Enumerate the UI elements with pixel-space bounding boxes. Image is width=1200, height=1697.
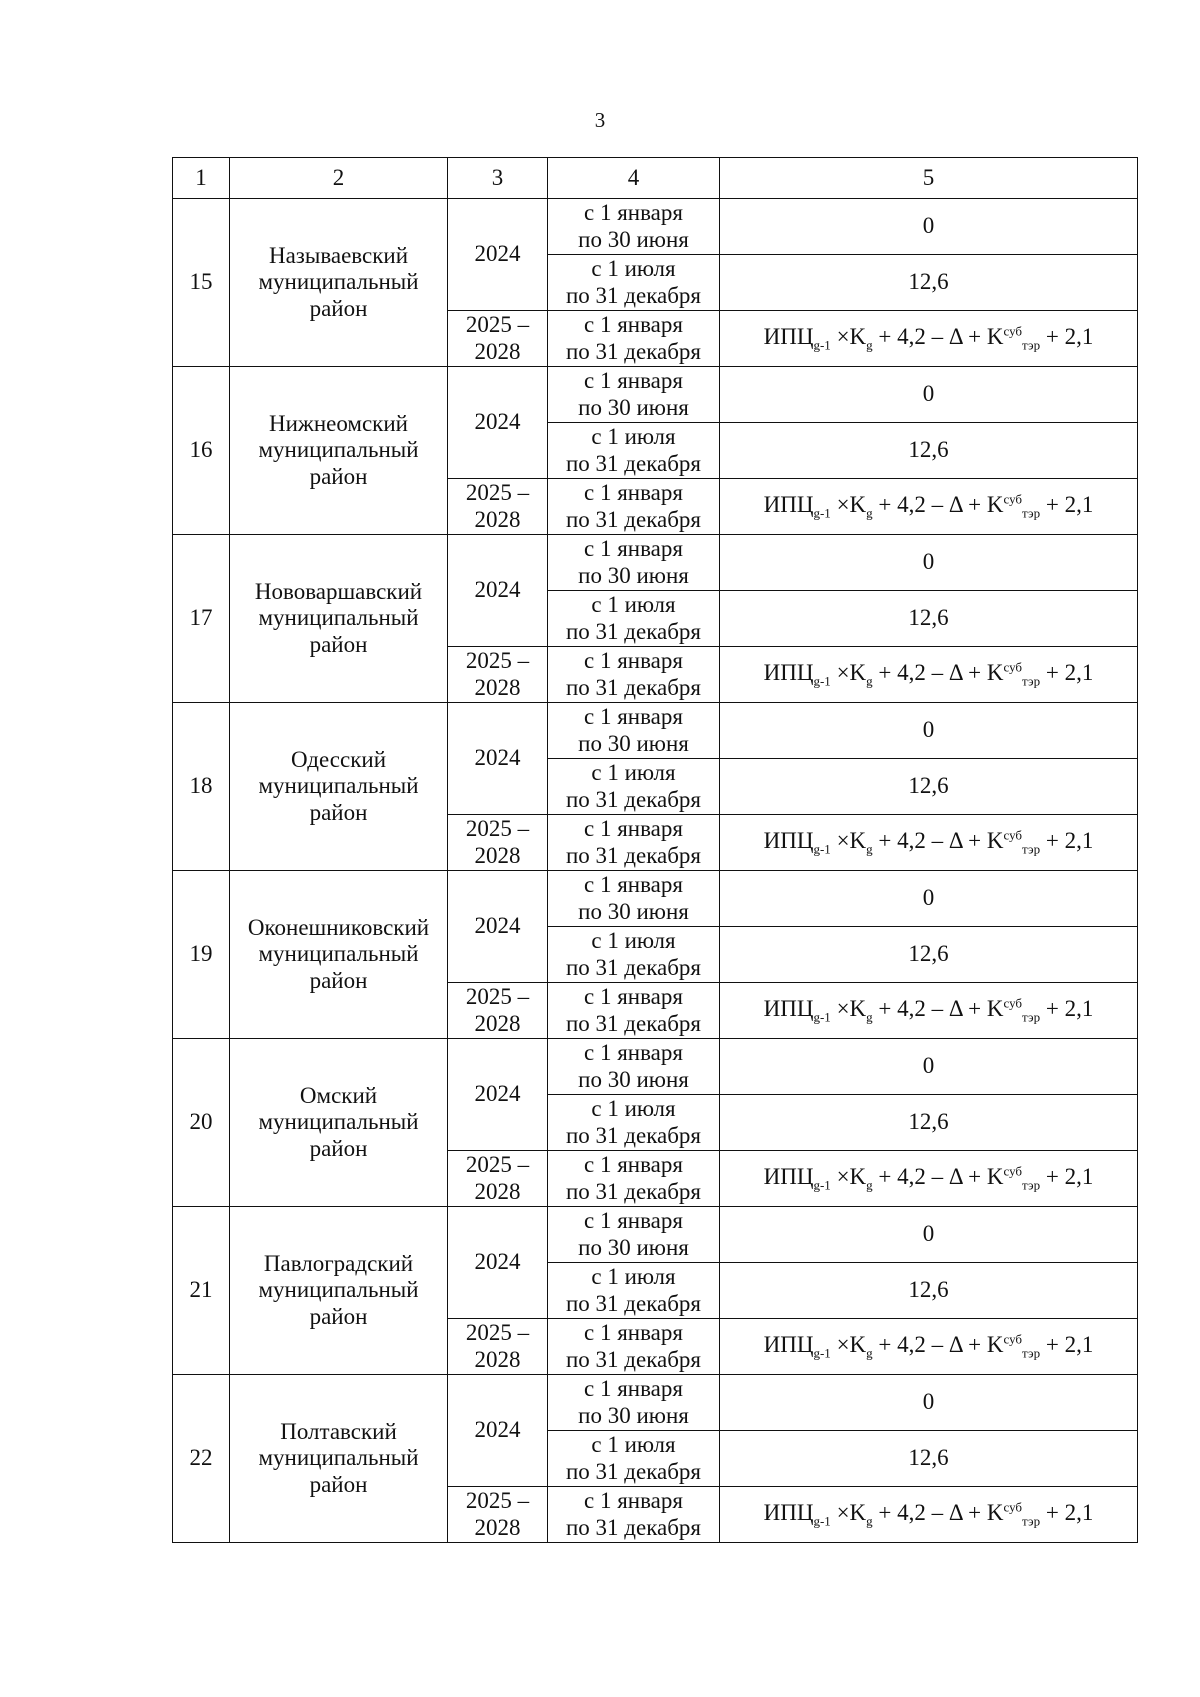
- header-row: [173, 158, 1138, 199]
- formula-part: ×K: [830, 827, 867, 853]
- tariff-table: [172, 157, 1138, 1543]
- formula: [763, 1331, 1094, 1361]
- district-name-line: район: [309, 295, 368, 321]
- header-col-4: 4: [548, 158, 720, 199]
- formula-part: ИПЦ: [763, 659, 814, 685]
- period-end: по 31 декабря: [565, 1514, 702, 1540]
- header-col-3: 3: [448, 158, 548, 199]
- period-start: с 1 июля: [591, 1096, 676, 1122]
- formula-part: + 4,2 – Δ + K: [872, 1331, 1004, 1357]
- period-start: с 1 января: [584, 1152, 683, 1178]
- formula-part: g-1: [813, 673, 831, 689]
- formula: [763, 323, 1094, 353]
- district-name-line: район: [309, 1303, 368, 1329]
- year-range-line: 2025 –: [465, 1488, 530, 1514]
- rate-value: 12,6: [720, 423, 1138, 479]
- year-range-line: 2025 –: [465, 1152, 530, 1178]
- year-range: [448, 815, 548, 871]
- table-row: [173, 535, 1138, 591]
- period-end: по 31 декабря: [565, 1346, 702, 1372]
- period: [548, 367, 720, 423]
- formula: [763, 995, 1094, 1025]
- period-end: по 30 июня: [578, 394, 689, 420]
- rate-value: [720, 1487, 1138, 1543]
- table-body: [173, 199, 1138, 1543]
- period: [548, 815, 720, 871]
- district-name-line: район: [309, 799, 368, 825]
- period: [548, 423, 720, 479]
- period: [548, 199, 720, 255]
- period-end: по 31 декабря: [565, 674, 702, 700]
- year-range: [448, 647, 548, 703]
- formula-part: g: [866, 841, 873, 857]
- period-start: с 1 июля: [591, 1432, 676, 1458]
- formula-part: + 4,2 – Δ + K: [872, 659, 1004, 685]
- period: [548, 647, 720, 703]
- formula: [763, 1163, 1094, 1193]
- header-col-2: 2: [230, 158, 448, 199]
- period: [548, 1375, 720, 1431]
- rate-value: [720, 983, 1138, 1039]
- district-name-line: муниципальный: [258, 1277, 419, 1303]
- period-end: по 31 декабря: [565, 786, 702, 812]
- header-col-5: 5: [720, 158, 1138, 199]
- period: [548, 1263, 720, 1319]
- year-range-line: 2025 –: [465, 1320, 530, 1346]
- table-row: [173, 367, 1138, 423]
- formula-part: g-1: [813, 841, 831, 857]
- table-row: [173, 871, 1138, 927]
- formula-part: тэр: [1022, 1345, 1041, 1361]
- rate-value: [720, 647, 1138, 703]
- period: [548, 1095, 720, 1151]
- rate-value: 12,6: [720, 591, 1138, 647]
- period-end: по 30 июня: [578, 1066, 689, 1092]
- period: [548, 1039, 720, 1095]
- table-row: [173, 1207, 1138, 1263]
- period-start: с 1 января: [584, 200, 683, 226]
- rate-value: [720, 479, 1138, 535]
- period-start: с 1 июля: [591, 256, 676, 282]
- formula-part: + 4,2 – Δ + K: [872, 995, 1004, 1021]
- rate-value: [720, 1319, 1138, 1375]
- formula-part: тэр: [1022, 1009, 1041, 1025]
- district-name-line: Одесский: [291, 746, 386, 772]
- period-end: по 30 июня: [578, 226, 689, 252]
- rate-value: 12,6: [720, 927, 1138, 983]
- formula-part: ×K: [830, 1499, 867, 1525]
- year-range-line: 2025 –: [465, 480, 530, 506]
- year: 2024: [448, 535, 548, 647]
- rate-value: 0: [720, 1207, 1138, 1263]
- formula-part: ИПЦ: [763, 1331, 814, 1357]
- formula: [763, 491, 1094, 521]
- year-range-line: 2028: [474, 1178, 521, 1204]
- year-range-line: 2028: [474, 842, 521, 868]
- year-range: [448, 1151, 548, 1207]
- period: [548, 591, 720, 647]
- year-range-line: 2025 –: [465, 648, 530, 674]
- district-name-line: муниципальный: [258, 1109, 419, 1135]
- row-number: 20: [173, 1039, 230, 1207]
- period-end: по 31 декабря: [565, 618, 702, 644]
- district-name-line: район: [309, 631, 368, 657]
- period-end: по 31 декабря: [565, 954, 702, 980]
- row-number: 15: [173, 199, 230, 367]
- year-range-line: 2028: [474, 506, 521, 532]
- district-name-line: муниципальный: [258, 269, 419, 295]
- district-name-line: район: [309, 967, 368, 993]
- formula-part: ×K: [830, 491, 867, 517]
- period-end: по 31 декабря: [565, 338, 702, 364]
- formula-part: тэр: [1022, 841, 1041, 857]
- district-name: [230, 703, 448, 871]
- row-number: 17: [173, 535, 230, 703]
- district-name-line: Нижнеомский: [269, 410, 408, 436]
- formula-part: суб: [1003, 659, 1023, 675]
- period: [548, 1207, 720, 1263]
- period-end: по 30 июня: [578, 898, 689, 924]
- formula-part: суб: [1003, 1499, 1023, 1515]
- district-name: [230, 535, 448, 703]
- formula-part: + 2,1: [1040, 323, 1094, 349]
- rate-value: 12,6: [720, 759, 1138, 815]
- period-end: по 31 декабря: [565, 1122, 702, 1148]
- period: [548, 311, 720, 367]
- period: [548, 759, 720, 815]
- formula: [763, 659, 1094, 689]
- formula-part: ИПЦ: [763, 995, 814, 1021]
- year-range-line: 2028: [474, 1346, 521, 1372]
- period: [548, 927, 720, 983]
- row-number: 16: [173, 367, 230, 535]
- formula-part: ×K: [830, 995, 867, 1021]
- district-name-line: муниципальный: [258, 1445, 419, 1471]
- district-name: [230, 199, 448, 367]
- formula: [763, 1499, 1094, 1529]
- period-start: с 1 января: [584, 984, 683, 1010]
- rate-value: 0: [720, 703, 1138, 759]
- formula-part: ×K: [830, 323, 867, 349]
- rate-value: [720, 1151, 1138, 1207]
- table-row: [173, 199, 1138, 255]
- formula-part: g-1: [813, 337, 831, 353]
- table-row: [173, 1039, 1138, 1095]
- district-name: [230, 1207, 448, 1375]
- period: [548, 479, 720, 535]
- period-start: с 1 января: [584, 1488, 683, 1514]
- rate-value: 0: [720, 1039, 1138, 1095]
- formula-part: g: [866, 1513, 873, 1529]
- formula-part: тэр: [1022, 505, 1041, 521]
- formula-part: + 2,1: [1040, 1331, 1094, 1357]
- formula-part: суб: [1003, 1163, 1023, 1179]
- period-start: с 1 января: [584, 1208, 683, 1234]
- formula-part: g: [866, 673, 873, 689]
- district-name-line: Оконешниковский: [247, 914, 430, 940]
- formula-part: + 2,1: [1040, 1499, 1094, 1525]
- formula-part: суб: [1003, 491, 1023, 507]
- district-name: [230, 1375, 448, 1543]
- formula-part: тэр: [1022, 337, 1041, 353]
- row-number: 19: [173, 871, 230, 1039]
- period-end: по 31 декабря: [565, 1010, 702, 1036]
- year-range-line: 2028: [474, 1010, 521, 1036]
- formula: [763, 827, 1094, 857]
- formula-part: ×K: [830, 659, 867, 685]
- formula-part: g: [866, 337, 873, 353]
- year-range: [448, 983, 548, 1039]
- formula-part: ИПЦ: [763, 491, 814, 517]
- year-range-line: 2028: [474, 338, 521, 364]
- district-name-line: Омский: [299, 1082, 378, 1108]
- period-start: с 1 января: [584, 1040, 683, 1066]
- period-end: по 31 декабря: [565, 450, 702, 476]
- district-name-line: Полтавский: [280, 1418, 397, 1444]
- rate-value: [720, 815, 1138, 871]
- formula-part: + 2,1: [1040, 491, 1094, 517]
- period-end: по 31 декабря: [565, 1290, 702, 1316]
- formula-part: g-1: [813, 1345, 831, 1361]
- district-name-line: район: [309, 1135, 368, 1161]
- formula-part: + 4,2 – Δ + K: [872, 1499, 1004, 1525]
- year-range-line: 2025 –: [465, 816, 530, 842]
- formula-part: + 2,1: [1040, 659, 1094, 685]
- period-end: по 31 декабря: [565, 842, 702, 868]
- rate-value: 12,6: [720, 1095, 1138, 1151]
- period: [548, 983, 720, 1039]
- period-start: с 1 января: [584, 704, 683, 730]
- district-name-line: муниципальный: [258, 605, 419, 631]
- period-start: с 1 января: [584, 536, 683, 562]
- formula-part: + 4,2 – Δ + K: [872, 1163, 1004, 1189]
- period-end: по 31 декабря: [565, 282, 702, 308]
- formula-part: g-1: [813, 1513, 831, 1529]
- year-range: [448, 311, 548, 367]
- rate-value: 0: [720, 535, 1138, 591]
- formula-part: g: [866, 1177, 873, 1193]
- period: [548, 1319, 720, 1375]
- period-start: с 1 января: [584, 872, 683, 898]
- district-name: [230, 1039, 448, 1207]
- rate-value: [720, 311, 1138, 367]
- period-start: с 1 июля: [591, 760, 676, 786]
- rate-value: 12,6: [720, 1263, 1138, 1319]
- year: 2024: [448, 1207, 548, 1319]
- district-name-line: Называевский: [268, 242, 409, 268]
- year-range-line: 2028: [474, 674, 521, 700]
- formula-part: + 4,2 – Δ + K: [872, 323, 1004, 349]
- period-end: по 31 декабря: [565, 1178, 702, 1204]
- period: [548, 1431, 720, 1487]
- rate-value: 0: [720, 1375, 1138, 1431]
- period-end: по 30 июня: [578, 1234, 689, 1260]
- formula-part: + 2,1: [1040, 1163, 1094, 1189]
- period: [548, 1487, 720, 1543]
- period-start: с 1 июля: [591, 424, 676, 450]
- formula-part: + 4,2 – Δ + K: [872, 827, 1004, 853]
- formula-part: g-1: [813, 1009, 831, 1025]
- year: 2024: [448, 1039, 548, 1151]
- year-range: [448, 479, 548, 535]
- period: [548, 535, 720, 591]
- district-name-line: Павлоградский: [263, 1250, 414, 1276]
- rate-value: 0: [720, 199, 1138, 255]
- district-name: [230, 367, 448, 535]
- formula-part: ИПЦ: [763, 827, 814, 853]
- formula-part: + 2,1: [1040, 995, 1094, 1021]
- period-start: с 1 января: [584, 1320, 683, 1346]
- district-name-line: муниципальный: [258, 941, 419, 967]
- year-range-line: 2028: [474, 1514, 521, 1540]
- formula-part: ИПЦ: [763, 1499, 814, 1525]
- period-start: с 1 июля: [591, 592, 676, 618]
- year: 2024: [448, 871, 548, 983]
- formula-part: + 2,1: [1040, 827, 1094, 853]
- rate-value: 12,6: [720, 1431, 1138, 1487]
- formula-part: ИПЦ: [763, 1163, 814, 1189]
- year: 2024: [448, 703, 548, 815]
- period-end: по 31 декабря: [565, 506, 702, 532]
- rate-value: 0: [720, 871, 1138, 927]
- header-col-1: 1: [173, 158, 230, 199]
- period: [548, 871, 720, 927]
- district-name-line: муниципальный: [258, 437, 419, 463]
- period: [548, 703, 720, 759]
- formula-part: ×K: [830, 1163, 867, 1189]
- table-row: [173, 703, 1138, 759]
- formula-part: суб: [1003, 995, 1023, 1011]
- formula-part: тэр: [1022, 673, 1041, 689]
- year: 2024: [448, 1375, 548, 1487]
- formula-part: суб: [1003, 1331, 1023, 1347]
- formula-part: суб: [1003, 827, 1023, 843]
- page-number: 3: [594, 108, 606, 132]
- formula-part: g: [866, 505, 873, 521]
- period-start: с 1 января: [584, 480, 683, 506]
- table-row: [173, 1375, 1138, 1431]
- period: [548, 255, 720, 311]
- formula-part: тэр: [1022, 1177, 1041, 1193]
- row-number: 18: [173, 703, 230, 871]
- district-name-line: район: [309, 463, 368, 489]
- period-start: с 1 января: [584, 1376, 683, 1402]
- formula-part: g: [866, 1345, 873, 1361]
- period-start: с 1 января: [584, 648, 683, 674]
- formula-part: g: [866, 1009, 873, 1025]
- formula-part: + 4,2 – Δ + K: [872, 491, 1004, 517]
- formula-part: тэр: [1022, 1513, 1041, 1529]
- row-number: 22: [173, 1375, 230, 1543]
- period-end: по 30 июня: [578, 562, 689, 588]
- formula-part: суб: [1003, 323, 1023, 339]
- period-start: с 1 июля: [591, 928, 676, 954]
- year-range-line: 2025 –: [465, 312, 530, 338]
- period-start: с 1 июля: [591, 1264, 676, 1290]
- period-end: по 30 июня: [578, 730, 689, 756]
- district-name-line: Нововаршавский: [254, 578, 423, 604]
- district-name-line: муниципальный: [258, 773, 419, 799]
- formula-part: ×K: [830, 1331, 867, 1357]
- row-number: 21: [173, 1207, 230, 1375]
- period-start: с 1 января: [584, 368, 683, 394]
- year-range: [448, 1487, 548, 1543]
- rate-value: 12,6: [720, 255, 1138, 311]
- district-name-line: район: [309, 1471, 368, 1497]
- year-range-line: 2025 –: [465, 984, 530, 1010]
- period-start: с 1 января: [584, 816, 683, 842]
- period-end: по 31 декабря: [565, 1458, 702, 1484]
- year: 2024: [448, 367, 548, 479]
- formula-part: g-1: [813, 1177, 831, 1193]
- formula-part: ИПЦ: [763, 323, 814, 349]
- district-name: [230, 871, 448, 1039]
- formula-part: g-1: [813, 505, 831, 521]
- rate-value: 0: [720, 367, 1138, 423]
- period: [548, 1151, 720, 1207]
- year: 2024: [448, 199, 548, 311]
- period-start: с 1 января: [584, 312, 683, 338]
- year-range: [448, 1319, 548, 1375]
- period-end: по 30 июня: [578, 1402, 689, 1428]
